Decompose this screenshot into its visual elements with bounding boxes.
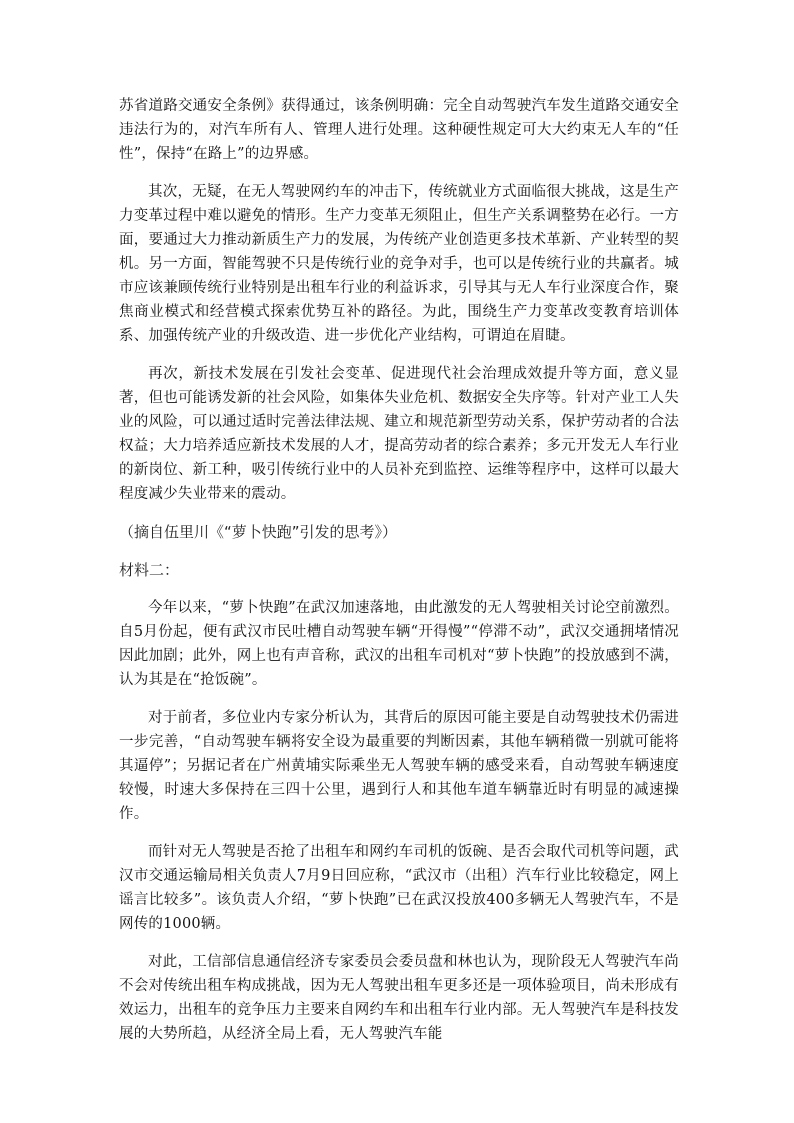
- paragraph: 对此，工信部信息通信经济专家委员会委员盘和林也认为，现阶段无人驾驶汽车尚不会对传统出租车构成挑战，因为无人驾驶出租车更多还是一项体验项目，尚未形成有效运力，出租车的竞争压力主要来自网约车和出租车行业内部。无人驾驶汽车是科技发展的大势所趋，从经济全局上看，无人驾驶汽车能: [119, 954, 679, 1042]
- document-body: [119, 94, 679, 1060]
- paragraph: 而针对无人驾驶是否抢了出租车和网约车司机的饭碗、是否会取代司机等问题，武汉市交通运输局相关负责人7月9日回应称，“武汉市（出租）汽车行业比较稳定，网上谣言比较多”。该负责人介绍，“萝卜快跑”已在武汉投放400多辆无人驾驶汽车，不是网传的1000辆。: [119, 844, 679, 932]
- paragraph: 今年以来，“萝卜快跑”在武汉加速落地，由此激发的无人驾驶相关讨论空前激烈。自5月份起，便有武汉市民吐槽自动驾驶车辆“开得慢”“停滞不动”，武汉交通拥堵情况因此加剧；此外，网上也有声音称，武汉的出租车司机对“萝卜快跑”的投放感到不满，认为其是在“抢饭碗”。: [119, 600, 679, 688]
- section-heading: 材料二：: [119, 561, 180, 579]
- source-citation: （摘自伍里川《“萝卜快跑”引发的思考》）: [119, 523, 398, 541]
- paragraph: 其次，无疑，在无人驾驶网约车的冲击下，传统就业方式面临很大挑战，这是生产力变革过程中难以避免的情形。生产力变革无须阻止，但生产关系调整势在必行。一方面，要通过大力推动新质生产力的发展，为传统产业创造更多技术革新、产业转型的契机。另一方面，智能驾驶不只是传统行业的竞争对手，也可以是传统行业的共赢者。城市应该兼顾传统行业特别是出租车行业的利益诉求，引导其与无人车行业深度合作，聚焦商业模式和经营模式探索优势互补的路径。为此，围绕生产力变革改变教育培训体系、加强传统产业的升级改造、进一步优化产业结构，可谓迫在眉睫。: [119, 184, 679, 344]
- paragraph: 苏省道路交通安全条例》获得通过，该条例明确：完全自动驾驶汽车发生道路交通安全违法行为的，对汽车所有人、管理人进行处理。这种硬性规定可大大约束无人车的“任性”，保持“在路上”的边界感。: [119, 98, 679, 162]
- paragraph: 对于前者，多位业内专家分析认为，其背后的原因可能主要是自动驾驶技术仍需进一步完善，“自动驾驶车辆将安全设为最重要的判断因素，其他车辆稍微一别就可能将其逼停”；另据记者在广州黄埔实际乘坐无人驾驶车辆的感受来看，自动驾驶车辆速度较慢，时速大多保持在三四十公里，遇到行人和其他车道车辆靠近时有明显的减速操作。: [119, 710, 679, 822]
- paragraph: 再次，新技术发展在引发社会变革、促进现代社会治理成效提升等方面，意义显著，但也可能诱发新的社会风险，如集体失业危机、数据安全失序等。针对产业工人失业的风险，可以通过适时完善法律法规、建立和规范新型劳动关系，保护劳动者的合法权益；大力培养适应新技术发展的人才，提高劳动者的综合素养；多元开发无人车行业的新岗位、新工种，吸引传统行业中的人员补充到监控、运维等程序中，这样可以最大程度减少失业带来的震动。: [119, 366, 679, 502]
